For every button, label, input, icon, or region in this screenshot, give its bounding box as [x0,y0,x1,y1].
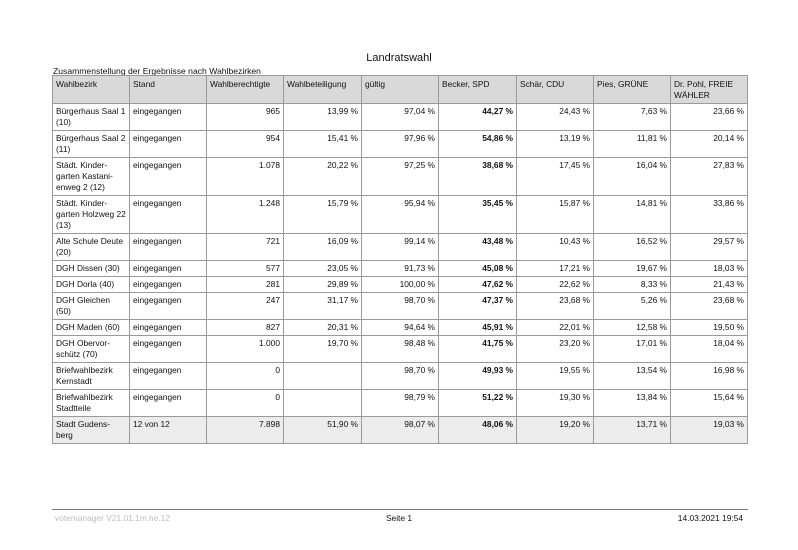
table-cell: 7.898 [207,417,284,444]
table-cell: 17,01 % [594,336,671,363]
table-row [53,320,748,336]
table-cell: Städt. Kinder-garten Holzweg 22 (13) [53,196,130,234]
table-cell: Städt. Kinder-garten Kastani-enweg 2 (12) [53,158,130,196]
table-cell: 54,86 % [439,131,517,158]
table-cell: 99,14 % [362,234,439,261]
table-cell: 19,70 % [284,336,362,363]
table-cell: DGH Gleichen (50) [53,293,130,320]
table-cell: 23,20 % [517,336,594,363]
table-cell: 15,41 % [284,131,362,158]
table-cell: 12,58 % [594,320,671,336]
table-row [53,390,748,417]
table-cell: 98,07 % [362,417,439,444]
table-cell: 21,43 % [671,277,748,293]
total-row [53,417,748,444]
table-cell: 17,45 % [517,158,594,196]
table-cell: 97,25 % [362,158,439,196]
table-subtitle: Zusammenstellung der Ergebnisse nach Wahlbezirken [53,66,261,76]
table-cell: 48,06 % [439,417,517,444]
table-cell: 19,67 % [594,261,671,277]
table-cell: 0 [207,390,284,417]
column-header: Pies, GRÜNE [594,76,671,104]
table-cell: 51,90 % [284,417,362,444]
table-cell: 13,99 % [284,104,362,131]
print-datetime: 14.03.2021 19:54 [677,513,743,523]
table-cell: 16,04 % [594,158,671,196]
table-cell: 5,26 % [594,293,671,320]
table-cell: 22,01 % [517,320,594,336]
table-row [53,196,748,234]
table-cell: 24,43 % [517,104,594,131]
table-cell: 98,79 % [362,390,439,417]
table-cell: 16,09 % [284,234,362,261]
page-title: Landratswahl [366,52,432,64]
table-cell: 35,45 % [439,196,517,234]
table-cell: 29,89 % [284,277,362,293]
table-row [53,234,748,261]
table-cell: 14,81 % [594,196,671,234]
table-cell: 281 [207,277,284,293]
table-cell: 23,66 % [671,104,748,131]
table-cell: 17,21 % [517,261,594,277]
table-cell: 18,03 % [671,261,748,277]
table-cell: Briefwahlbezirk Kernstadt [53,363,130,390]
table-cell: 97,04 % [362,104,439,131]
table-cell: 22,62 % [517,277,594,293]
table-row [53,277,748,293]
column-header: Dr. Pohl, FREIE WÄHLER [671,76,748,104]
table-cell: 33,86 % [671,196,748,234]
table-cell: 13,84 % [594,390,671,417]
table-cell: DGH Dissen (30) [53,261,130,277]
table-cell: eingegangen [130,320,207,336]
table-cell: 38,68 % [439,158,517,196]
table-cell: Stadt Gudens-berg [53,417,130,444]
table-cell: eingegangen [130,293,207,320]
table-cell: Alte Schule Deute (20) [53,234,130,261]
table-cell: 51,22 % [439,390,517,417]
table-cell: 19,20 % [517,417,594,444]
table-cell: 18,04 % [671,336,748,363]
table-cell: 13,71 % [594,417,671,444]
table-cell: Bürgerhaus Saal 2 (11) [53,131,130,158]
table-cell: 16,98 % [671,363,748,390]
table-cell: 97,96 % [362,131,439,158]
table-cell: 31,17 % [284,293,362,320]
table-cell: 19,03 % [671,417,748,444]
table-cell: 8,33 % [594,277,671,293]
table-cell: 13,19 % [517,131,594,158]
table-cell: 13,54 % [594,363,671,390]
table-cell: 45,91 % [439,320,517,336]
table-cell: 15,79 % [284,196,362,234]
table-cell: 12 von 12 [130,417,207,444]
table-cell: DGH Obervor-schütz (70) [53,336,130,363]
table-cell: eingegangen [130,158,207,196]
table-cell: eingegangen [130,104,207,131]
column-header: Becker, SPD [439,76,517,104]
table-cell: 44,27 % [439,104,517,131]
table-cell: 95,94 % [362,196,439,234]
column-header: Wahlbeteiligung [284,76,362,104]
table-cell: 91,73 % [362,261,439,277]
table-cell: Bürgerhaus Saal 1 (10) [53,104,130,131]
table-cell: 43,48 % [439,234,517,261]
table-cell: 98,70 % [362,363,439,390]
table-cell: 41,75 % [439,336,517,363]
column-header: Wahlbezirk [53,76,130,104]
table-cell: 27,83 % [671,158,748,196]
column-header: Wahlberechtigte [207,76,284,104]
table-cell: eingegangen [130,277,207,293]
table-cell: eingegangen [130,234,207,261]
table-cell: 47,62 % [439,277,517,293]
header-row [53,76,748,104]
results-table [52,75,748,444]
column-header: Schär, CDU [517,76,594,104]
table-row [53,336,748,363]
table-row [53,104,748,131]
table-cell: eingegangen [130,196,207,234]
table-cell: 10,43 % [517,234,594,261]
table-cell: 19,50 % [671,320,748,336]
results-body [53,104,748,444]
table-cell: 15,87 % [517,196,594,234]
table-cell: 100,00 % [362,277,439,293]
table-cell [284,390,362,417]
table-cell: 45,08 % [439,261,517,277]
footer-divider [52,509,748,510]
table-cell: 11,81 % [594,131,671,158]
table-cell: 98,70 % [362,293,439,320]
table-cell: 15,64 % [671,390,748,417]
table-cell: 20,22 % [284,158,362,196]
table-cell: DGH Dorla (40) [53,277,130,293]
table-cell: 20,31 % [284,320,362,336]
table-cell: 827 [207,320,284,336]
page-number: Seite 1 [385,513,413,523]
table-cell: 577 [207,261,284,277]
table-cell: 721 [207,234,284,261]
table-cell: 98,48 % [362,336,439,363]
table-cell: 19,30 % [517,390,594,417]
table-cell: 247 [207,293,284,320]
table-cell: 23,68 % [671,293,748,320]
table-cell: 20,14 % [671,131,748,158]
table-cell: 23,68 % [517,293,594,320]
table-cell: 47,37 % [439,293,517,320]
table-cell: 29,57 % [671,234,748,261]
table-cell: 23,05 % [284,261,362,277]
column-header: gültig [362,76,439,104]
table-row [53,158,748,196]
table-cell: eingegangen [130,131,207,158]
table-cell: 49,93 % [439,363,517,390]
table-cell: DGH Maden (60) [53,320,130,336]
table-cell: 1.000 [207,336,284,363]
table-cell: eingegangen [130,363,207,390]
table-cell: 19,55 % [517,363,594,390]
table-row [53,261,748,277]
table-row [53,293,748,320]
table-cell: 965 [207,104,284,131]
table-cell: eingegangen [130,261,207,277]
table-cell: 0 [207,363,284,390]
table-cell: Briefwahlbezirk Stadtteile [53,390,130,417]
table-cell [284,363,362,390]
table-cell: 94,64 % [362,320,439,336]
table-cell: 1.078 [207,158,284,196]
table-row [53,131,748,158]
table-cell: eingegangen [130,390,207,417]
table-cell: 1.248 [207,196,284,234]
table-cell: 7,63 % [594,104,671,131]
table-cell: eingegangen [130,336,207,363]
table-row [53,363,748,390]
table-cell: 16,52 % [594,234,671,261]
column-header: Stand [130,76,207,104]
software-version: votemanager V21.01.1m.he.12 [55,513,171,523]
table-cell: 954 [207,131,284,158]
